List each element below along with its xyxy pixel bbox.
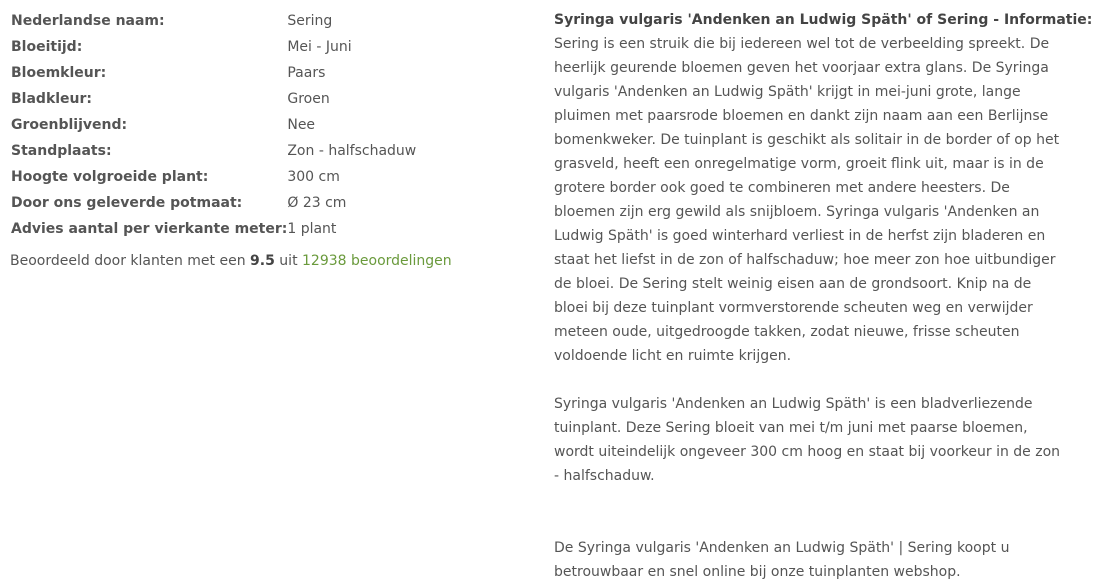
customer-rating (10, 253, 490, 269)
spec-row-bloeitijd (10, 34, 416, 60)
spec-row-bloemkleur (10, 60, 416, 86)
rating-middle: uit (274, 253, 303, 269)
paragraph-spacer (554, 368, 1064, 392)
spec-row-groenblijvend (10, 112, 416, 138)
spec-row-nederlandse-naam (10, 8, 416, 34)
spec-row-advies-aantal (10, 216, 416, 242)
spec-label: Groenblijvend: (11, 117, 128, 133)
spec-label: Bloeitijd: (11, 39, 83, 55)
spec-label: Advies aantal per vierkante meter: (11, 221, 288, 237)
info-paragraph-description: Sering is een struik die bij iedereen wel tot de verbeelding spreekt. De heerlijk geurende bloemen geven het voorjaar extra glans. De Syringa vulgaris 'Andenken an Ludwig Späth' krijgt in mei-juni grote, lange pluimen met paarsrode bloemen en dankt zijn naam aan een Berlijnse bomenkweker. De tuinplant is geschikt als solitair in de border of op het grasveld, heeft een onregelmatige vorm, groeit flink uit, maar is in de grotere border ook goed te combineren met andere heesters. De bloemen zijn erg gewild als snijbloem. Syringa vulgaris 'Andenken an Ludwig Späth' is goed winterhard verliest in de herfst zijn bladeren en staat het liefst in de zon of halfschaduw; hoe meer zon hoe uitbundiger de bloei. De Sering stelt weinig eisen aan de grondsoort. Knip na de bloei bij deze tuinplant vormverstorende scheuten weg en verwijder meteen oude, uitgedroogde takken, zodat nieuwe, frisse scheuten voldoende licht en ruimte krijgen. (554, 36, 1060, 364)
spec-row-hoogte (10, 164, 416, 190)
spec-row-potmaat (10, 190, 416, 216)
spec-value: Groen (287, 91, 330, 107)
product-specs-panel (10, 8, 490, 269)
spec-label: Nederlandse naam: (11, 13, 165, 29)
spec-value: Nee (287, 117, 316, 133)
product-info-panel (554, 8, 1093, 584)
spec-value: Paars (287, 65, 326, 81)
info-paragraph-summary: Syringa vulgaris 'Andenken an Ludwig Späth' is een bladverliezende tuinplant. Deze Sering bloeit van mei t/m juni met paarse bloemen, wordt uiteindelijk ongeveer 300 cm hoog en staat bij voorkeur in de zon - halfschaduw. (554, 396, 1061, 484)
spec-row-bladkleur (10, 86, 416, 112)
spec-value: 1 plant (287, 221, 337, 237)
spec-value: 300 cm (287, 169, 340, 185)
spec-label: Hoogte volgroeide plant: (11, 169, 209, 185)
reviews-link[interactable]: 12938 beoordelingen (302, 253, 452, 269)
info-paragraph-shop: De Syringa vulgaris 'Andenken an Ludwig Späth' | Sering koopt u betrouwbaar en snel online bij onze tuinplanten webshop. (554, 540, 1010, 580)
paragraph-spacer (554, 488, 1064, 536)
spec-row-standplaats (10, 138, 416, 164)
spec-value: Mei - Juni (287, 39, 352, 55)
rating-prefix: Beoordeeld door klanten met een (10, 253, 251, 269)
spec-value: Ø 23 cm (287, 195, 347, 211)
spec-label: Bladkleur: (11, 91, 93, 107)
rating-score: 9.5 (250, 253, 275, 269)
spec-label: Door ons geleverde potmaat: (11, 195, 243, 211)
spec-value: Zon - halfschaduw (287, 143, 417, 159)
spec-label: Standplaats: (11, 143, 112, 159)
spec-value: Sering (287, 13, 333, 29)
spec-label: Bloemkleur: (11, 65, 107, 81)
specs-table (10, 8, 416, 242)
info-title: Syringa vulgaris 'Andenken an Ludwig Späth' of Sering - Informatie: (554, 12, 1093, 28)
